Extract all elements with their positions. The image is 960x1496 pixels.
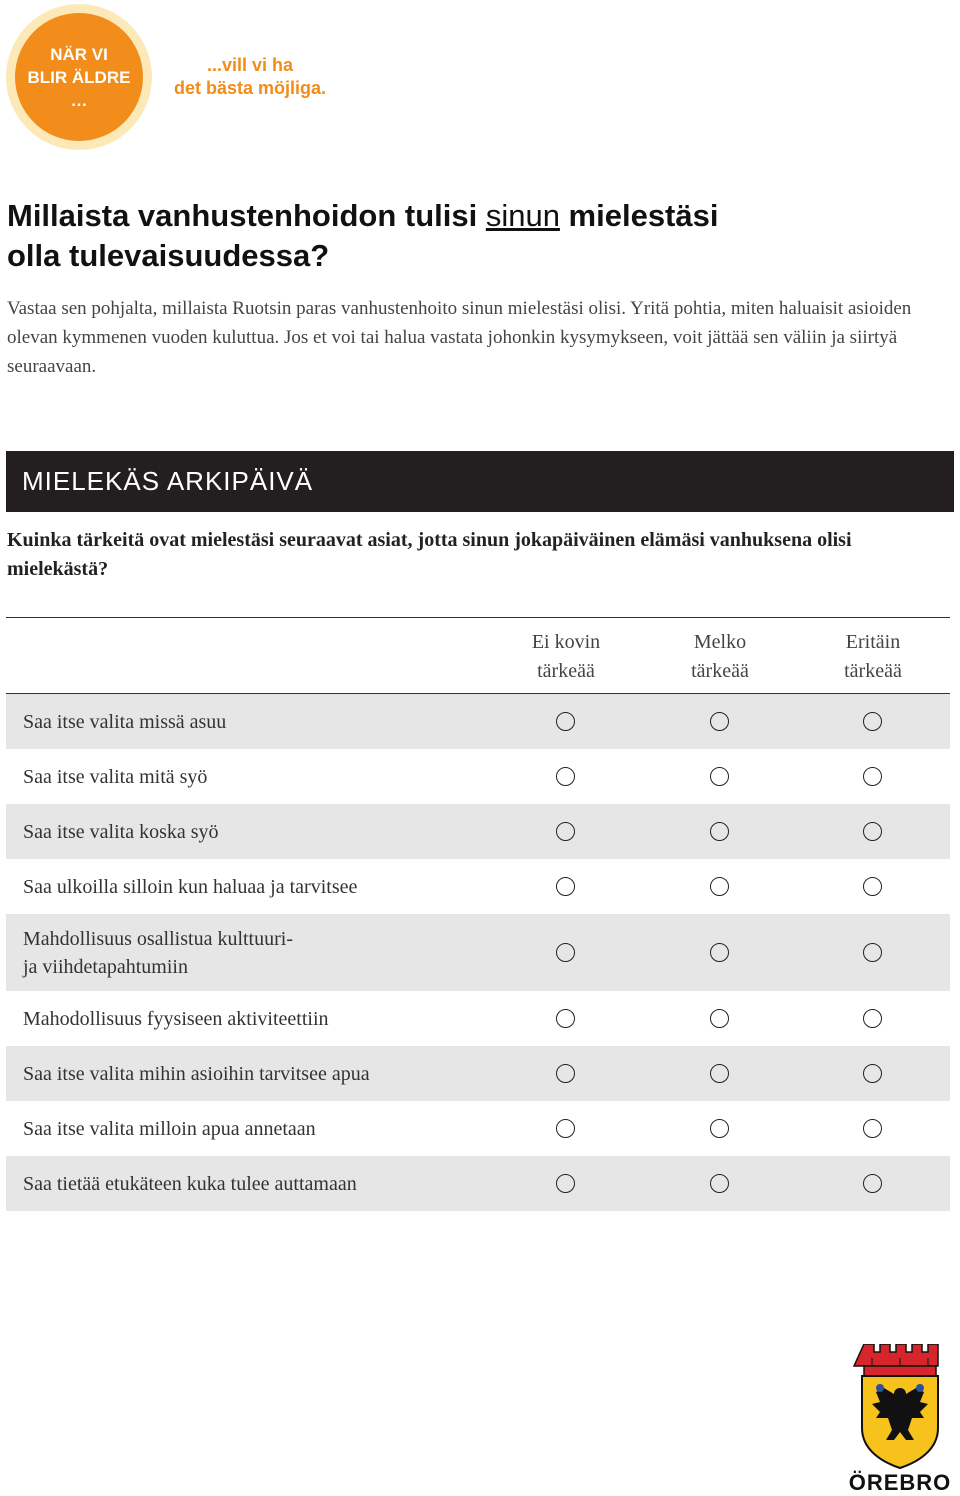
radio-fairly-important[interactable]: [710, 822, 729, 841]
title-part1: Millaista vanhustenhoidon tulisi: [7, 198, 486, 233]
scale-column-header: [491, 628, 641, 686]
radio-very-important[interactable]: [863, 1064, 882, 1083]
question-label-line: Mahdollisuus osallistua kulttuuri-: [23, 927, 293, 950]
logo-tagline: [174, 54, 326, 100]
question-label-line: ja viihdetapahtumiin: [23, 955, 188, 978]
question-row: [6, 804, 950, 859]
radio-fairly-important[interactable]: [710, 1009, 729, 1028]
radio-fairly-important[interactable]: [710, 1119, 729, 1138]
scale-header: [6, 617, 950, 694]
question-label-line: Saa itse valita missä asuu: [23, 710, 227, 733]
question-row: [6, 914, 950, 991]
section-question: Kuinka tärkeitä ovat mielestäsi seuraavat asiat, jotta sinun jokapäiväinen elämäsi vanhuksena olisi mielekästä?: [7, 529, 852, 580]
question-label: [23, 859, 463, 914]
title-part2: mielestäsi: [559, 198, 719, 233]
question-row: [6, 694, 950, 749]
radio-fairly-important[interactable]: [710, 943, 729, 962]
logo-badge-line: …: [70, 90, 88, 110]
scale-label-line: tärkeää: [537, 660, 595, 682]
radio-not-very-important[interactable]: [556, 712, 575, 731]
tagline-line: det bästa möjliga.: [174, 78, 327, 98]
question-label: [23, 1046, 463, 1101]
question-row: [6, 1156, 950, 1211]
radio-fairly-important[interactable]: [710, 877, 729, 896]
radio-very-important[interactable]: [863, 822, 882, 841]
question-label-line: Mahodollisuus fyysiseen aktiviteettiin: [23, 1007, 329, 1030]
question-label: [23, 749, 463, 804]
radio-fairly-important[interactable]: [710, 712, 729, 731]
question-label-line: Saa itse valita mihin asioihin tarvitsee apua: [23, 1062, 370, 1085]
logo-badge-line: BLIR ÄLDRE: [27, 67, 131, 87]
scale-label-line: Melko: [693, 631, 747, 653]
scale-label-line: Eritäin: [845, 631, 901, 653]
question-label: [23, 991, 463, 1046]
question-row: [6, 749, 950, 804]
radio-not-very-important[interactable]: [556, 1174, 575, 1193]
intro-text: Vastaa sen pohjalta, millaista Ruotsin paras vanhustenhoito sinun mielestäsi olisi. Yritä pohtia, miten haluaisit asioiden olevan kymmenen vuoden kuluttua. Jos et voi tai halua vastata johonkin kysymykseen, voit jättää sen väliin ja siirtyä seuraavaan.: [7, 298, 912, 377]
scale-column-header: [645, 628, 795, 686]
question-row: [6, 991, 950, 1046]
title-line2: olla tulevaisuudessa?: [7, 238, 330, 273]
page-title: [7, 196, 907, 276]
radio-not-very-important[interactable]: [556, 1009, 575, 1028]
section-heading: MIELEKÄS ARKIPÄIVÄ: [6, 451, 954, 512]
scale-label-line: Ei kovin: [531, 631, 601, 653]
radio-not-very-important[interactable]: [556, 877, 575, 896]
radio-not-very-important[interactable]: [556, 822, 575, 841]
question-row: [6, 1101, 950, 1156]
scale-label-line: tärkeää: [691, 660, 749, 682]
question-label: [23, 1156, 463, 1211]
question-row: [6, 859, 950, 914]
radio-fairly-important[interactable]: [710, 1174, 729, 1193]
question-label: [23, 694, 463, 749]
question-label: [23, 914, 463, 991]
question-label-line: Saa itse valita koska syö: [23, 820, 219, 843]
radio-very-important[interactable]: [863, 1009, 882, 1028]
question-label-line: Saa itse valita milloin apua annetaan: [23, 1117, 316, 1140]
radio-not-very-important[interactable]: [556, 1119, 575, 1138]
radio-fairly-important[interactable]: [710, 767, 729, 786]
question-label: [23, 1101, 463, 1156]
tagline-line: ...vill vi ha: [207, 55, 294, 75]
logo-badge-line: NÄR VI: [50, 44, 108, 64]
radio-very-important[interactable]: [863, 877, 882, 896]
radio-very-important[interactable]: [863, 1119, 882, 1138]
question-label-line: Saa ulkoilla silloin kun haluaa ja tarvitsee: [23, 875, 358, 898]
question-label-line: Saa tietää etukäteen kuka tulee auttamaan: [23, 1172, 357, 1195]
radio-very-important[interactable]: [863, 1174, 882, 1193]
scale-label-line: tärkeää: [844, 660, 902, 682]
question-label-line: Saa itse valita mitä syö: [23, 765, 208, 788]
radio-very-important[interactable]: [863, 712, 882, 731]
campaign-logo: [6, 4, 346, 154]
radio-very-important[interactable]: [863, 943, 882, 962]
logo-badge: [15, 13, 143, 141]
radio-fairly-important[interactable]: [710, 1064, 729, 1083]
rating-table: [6, 617, 950, 1211]
question-row: [6, 1046, 950, 1101]
title-emphasis: sinun: [485, 198, 560, 233]
crest-name: ÖREBRO: [848, 1470, 952, 1495]
question-label: [23, 804, 463, 859]
radio-very-important[interactable]: [863, 767, 882, 786]
scale-column-header: [798, 628, 948, 686]
radio-not-very-important[interactable]: [556, 1064, 575, 1083]
radio-not-very-important[interactable]: [556, 767, 575, 786]
radio-not-very-important[interactable]: [556, 943, 575, 962]
